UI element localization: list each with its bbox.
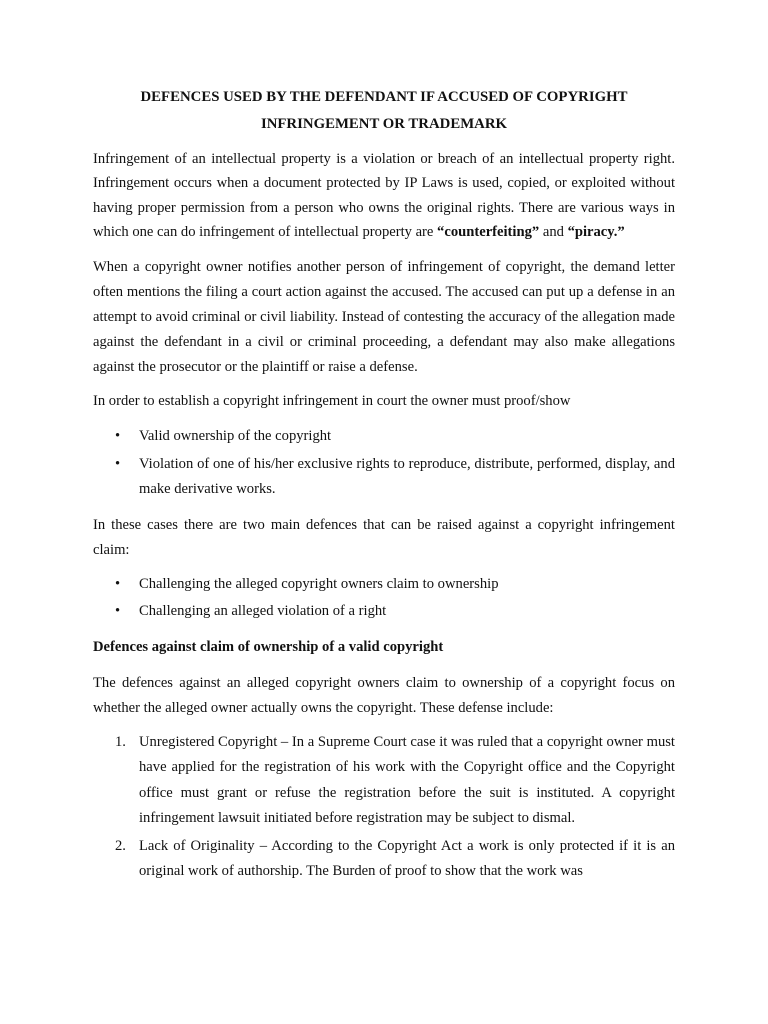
- list-ownership-defences: [93, 730, 675, 885]
- paragraph-intro: [93, 147, 675, 244]
- list-owner-must-show: [93, 424, 675, 503]
- list-item: [93, 599, 675, 625]
- paragraph-intro-and: and: [539, 223, 568, 240]
- bullet-icon: •: [115, 455, 121, 472]
- list-item-text: Valid ownership of the copyright: [139, 428, 332, 445]
- list-item-text: Challenging an alleged violation of a right: [139, 603, 387, 620]
- paragraph-establish: In order to establish a copyright infringement in court the owner must proof/show: [93, 393, 571, 410]
- bullet-icon: •: [115, 428, 121, 445]
- list-item-text: Lack of Originality – According to the Copyright Act a work is only protected if it is an original work of authorship. The Burden of proof to show that the work was: [139, 837, 675, 880]
- title-line-1: DEFENCES USED BY THE DEFENDANT IF ACCUSED OF COPYRIGHT: [140, 89, 628, 105]
- term-counterfeiting: “counterfeiting”: [437, 223, 540, 240]
- document-title: [93, 84, 675, 138]
- list-item: [93, 730, 675, 832]
- list-item-text: Challenging the alleged copyright owners claim to ownership: [139, 575, 499, 592]
- list-item: [93, 834, 675, 885]
- list-number: 2.: [115, 837, 126, 854]
- section-heading: Defences against claim of ownership of a valid copyright: [93, 638, 444, 655]
- list-item: [93, 424, 675, 450]
- list-main-defences: [93, 572, 675, 625]
- title-line-2: INFRINGEMENT OR TRADEMARK: [260, 116, 508, 132]
- paragraph-demand-letter: When a copyright owner notifies another person of infringement of copyright, the demand letter often mentions the filing a court action against the accused. The accused can put up a defense in an attempt to avoid criminal or civil liability. Instead of contesting the accuracy of the allegation made against the defendant in a civil or criminal proceeding, a defendant may also make allegations against the prosecutor or the plaintiff or raise a defense.: [93, 259, 675, 376]
- list-item-text: Unregistered Copyright – In a Supreme Court case it was ruled that a copyright owner must have applied for the registration of his work with the Copyright office and the Copyright office must grant or refuse the registration before the suit is instituted. A copyright infringement lawsuit initiated before registration may be subject to dismal.: [139, 733, 675, 827]
- paragraph-two-defences: In these cases there are two main defences that can be raised against a copyright infringement claim:: [93, 516, 675, 558]
- bullet-icon: •: [115, 603, 121, 620]
- paragraph-intro-text: Infringement of an intellectual property is a violation or breach of an intellectual property right. Infringement occurs when a document protected by IP Laws is used, copied, or exploited without having proper permission from a person who owns the original rights. There are various ways in which one can do infringement of intellectual property are: [93, 151, 675, 240]
- list-item: [93, 452, 675, 503]
- list-item: [93, 572, 675, 598]
- bullet-icon: •: [115, 575, 121, 592]
- paragraph-ownership-defences: The defences against an alleged copyright owners claim to ownership of a copyright focus on whether the alleged owner actually owns the copyright. These defense include:: [93, 674, 675, 716]
- list-number: 1.: [115, 733, 126, 750]
- term-piracy: “piracy.”: [567, 223, 625, 240]
- list-item-text: Violation of one of his/her exclusive rights to reproduce, distribute, performed, display, and make derivative works.: [139, 455, 675, 498]
